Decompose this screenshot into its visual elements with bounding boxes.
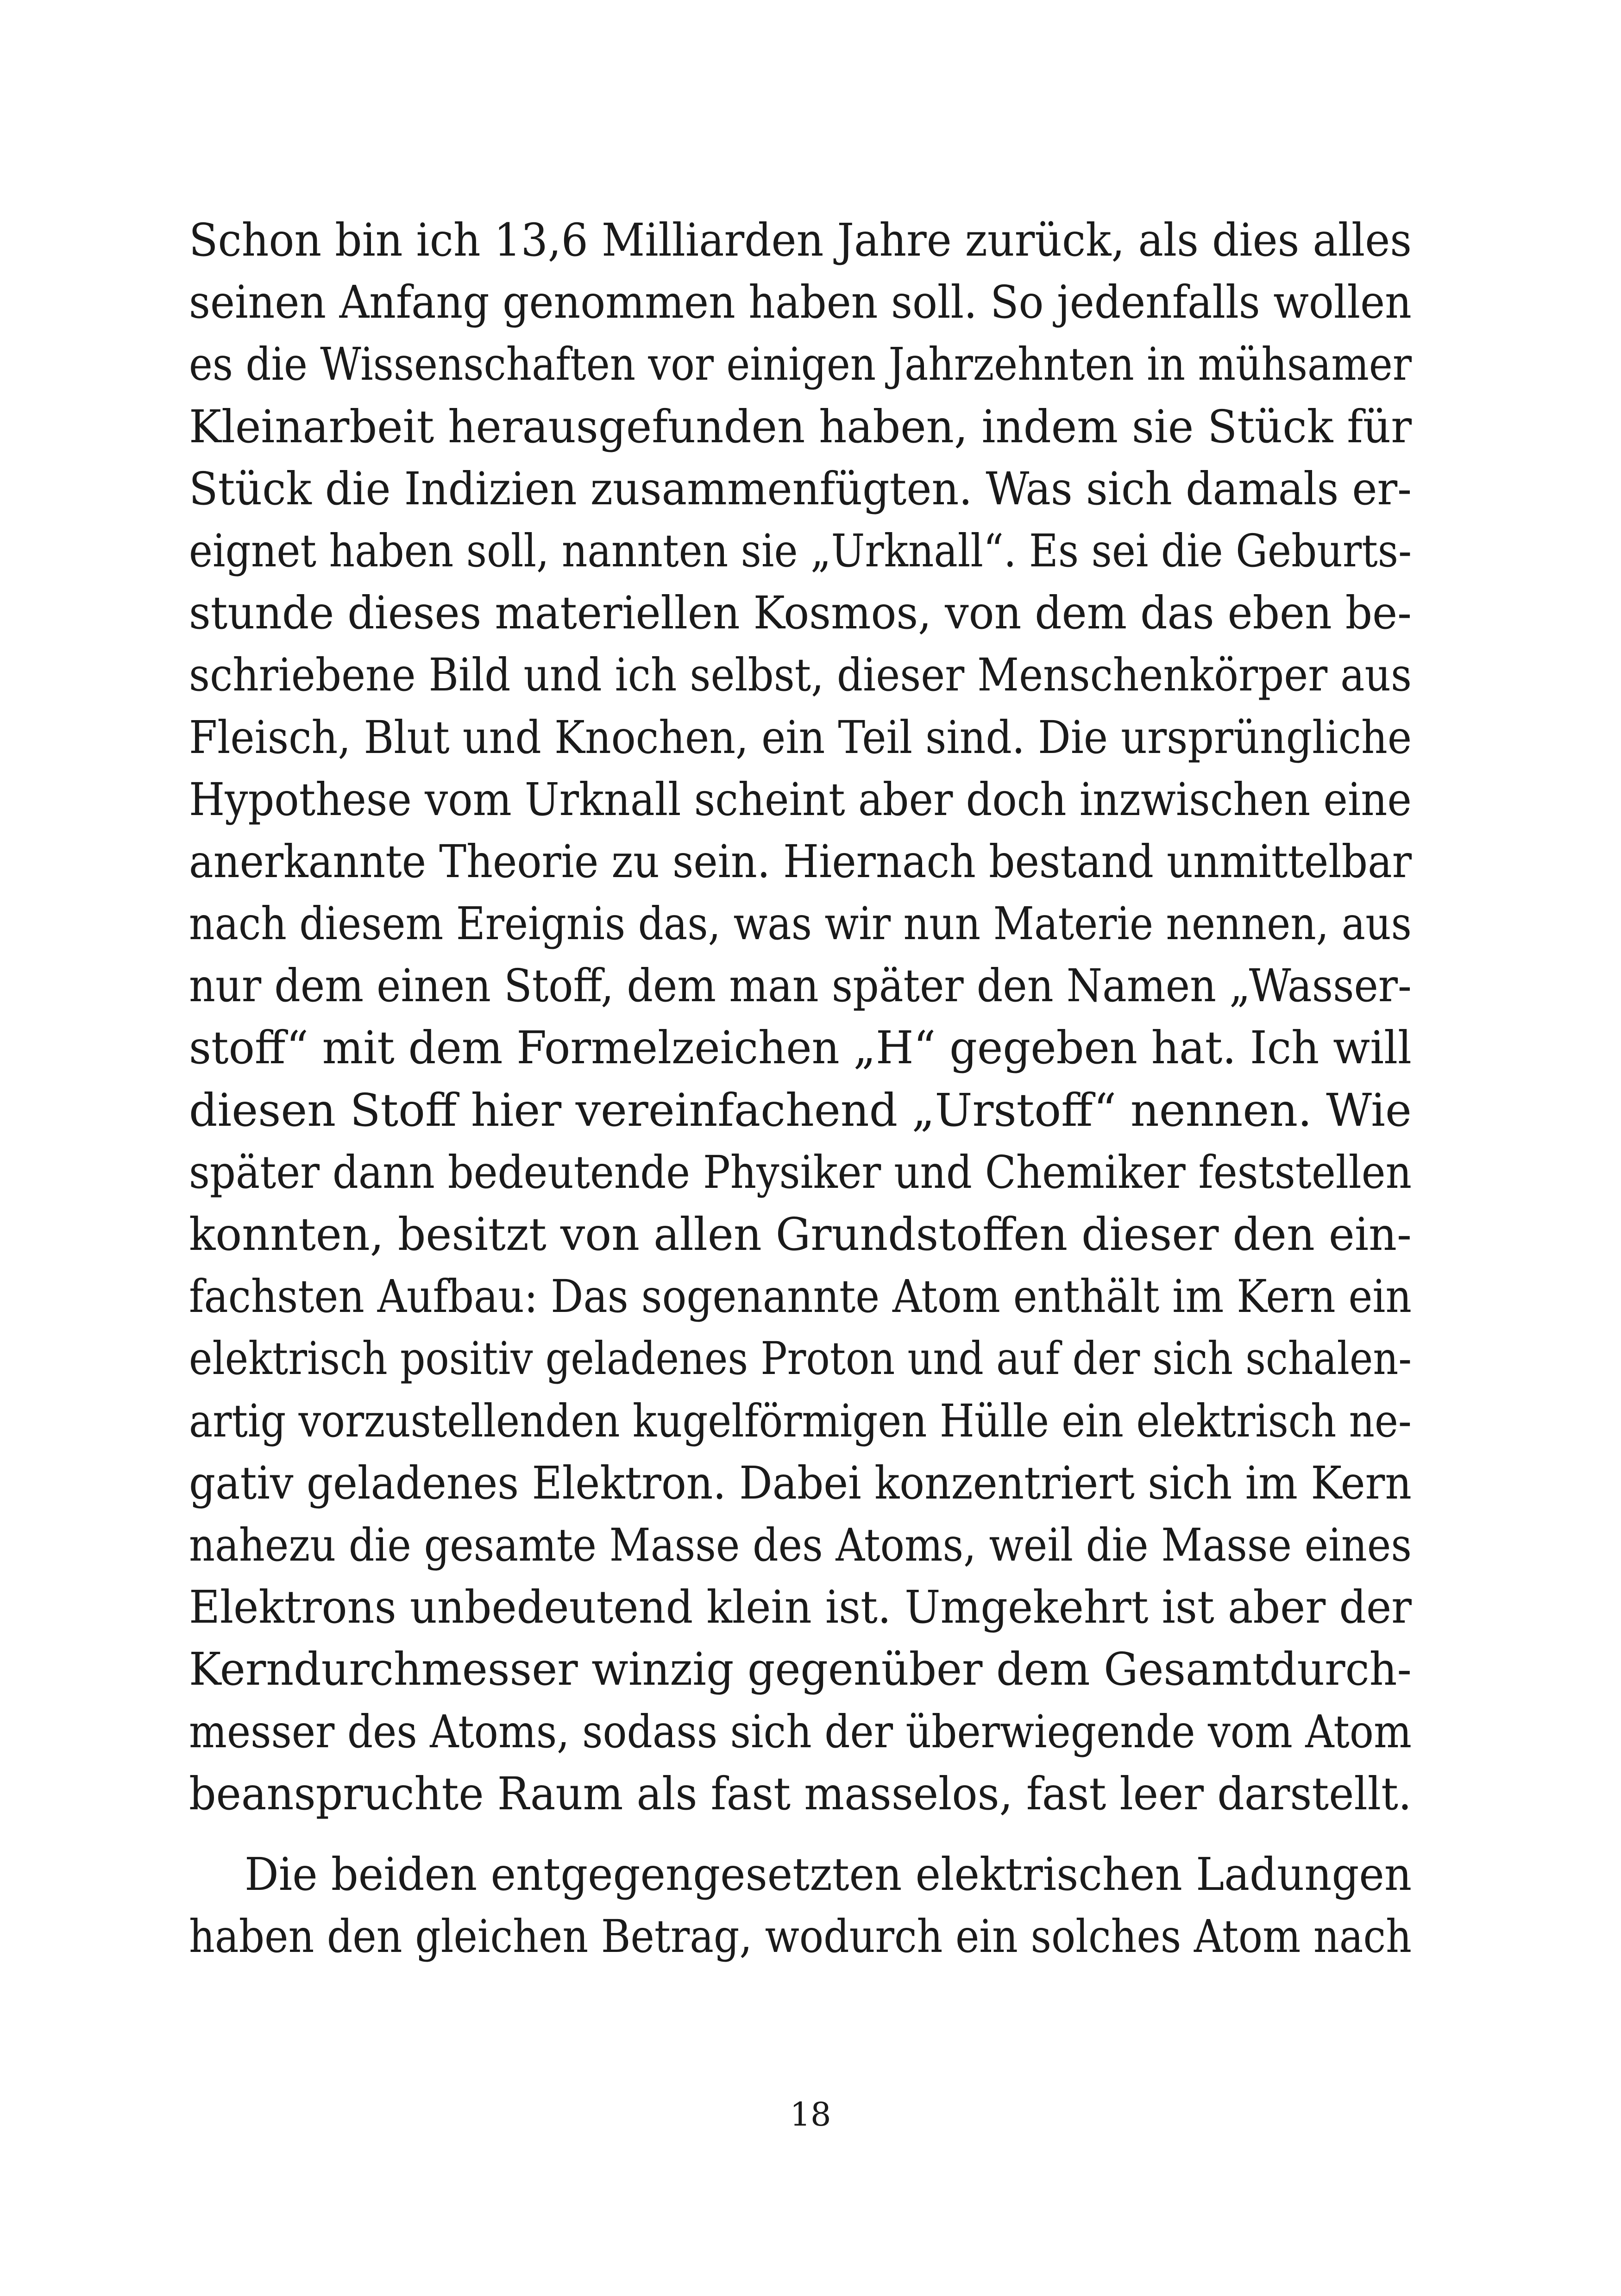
text-line: Fleisch, Blut und Knochen, ein Teil sind. Die ursprüngliche [189,711,1412,764]
paragraph-gap [189,1825,1412,1844]
page-number: 18 [790,2095,831,2133]
text-line: artig vorzustellenden kugelförmigen Hülle ein elektrisch ne- [189,1394,1412,1447]
text-line: anerkannte Theorie zu sein. Hiernach bestand unmittelbar [189,835,1412,888]
text-line: fachsten Aufbau: Das sogenannte Atom enthält im Kern ein [189,1270,1412,1323]
text-line: stunde dieses materiellen Kosmos, von dem das eben be- [189,587,1412,640]
text-line: es die Wissenschaften vor einigen Jahrzehnten in mühsamer [189,338,1412,391]
paragraph-1 [189,209,1412,1825]
text-line: diesen Stoff hier vereinfachend „Urstoff“ nennen. Wie [189,1084,1412,1136]
text-line: nach diesem Ereignis das, was wir nun Materie nennen, aus [189,897,1412,950]
text-line: konnten, besitzt von allen Grundstoffen dieser den ein- [189,1208,1412,1261]
text-line: Elektrons unbedeutend klein ist. Umgekehrt ist aber der [189,1581,1412,1634]
text-line: beanspruchte Raum als fast masselos, fast leer darstellt. [189,1767,1412,1820]
text-line: Stück die Indizien zusammenfügten. Was sich damals er- [189,462,1412,515]
text-line: nur dem einen Stoff, dem man später den Namen „Wasser- [189,960,1412,1012]
text-line: haben den gleichen Betrag, wodurch ein solches Atom nach [189,1910,1412,1963]
text-line: seinen Anfang genommen haben soll. So jedenfalls wollen [189,276,1412,329]
paragraph-2 [189,1844,1412,1968]
body-text [189,209,1412,1968]
text-line: messer des Atoms, sodass sich der überwiegende vom Atom [189,1705,1412,1758]
text-line: stoff“ mit dem Formelzeichen „H“ gegeben hat. Ich will [189,1022,1412,1074]
text-line: schriebene Bild und ich selbst, dieser Menschenkörper aus [189,649,1412,702]
text-line: Schon bin ich 13,6 Milliarden Jahre zurück, als dies alles [189,214,1412,266]
text-line: Kleinarbeit herausgefunden haben, indem sie Stück für [189,400,1412,453]
text-line: Die beiden entgegengesetzten elektrischen Ladungen [245,1848,1412,1901]
text-line: gativ geladenes Elektron. Dabei konzentriert sich im Kern [189,1456,1412,1509]
text-line: elektrisch positiv geladenes Proton und auf der sich schalen- [189,1332,1412,1385]
text-line: eignet haben soll, nannten sie „Urknall“. Es sei die Geburts- [189,524,1412,577]
text-line: Hypothese vom Urknall scheint aber doch inzwischen eine [189,773,1412,826]
text-line: später dann bedeutende Physiker und Chemiker feststellen [189,1146,1412,1198]
text-line: Kerndurchmesser winzig gegenüber dem Gesamtdurch- [189,1643,1412,1696]
text-line: nahezu die gesamte Masse des Atoms, weil die Masse eines [189,1518,1412,1571]
